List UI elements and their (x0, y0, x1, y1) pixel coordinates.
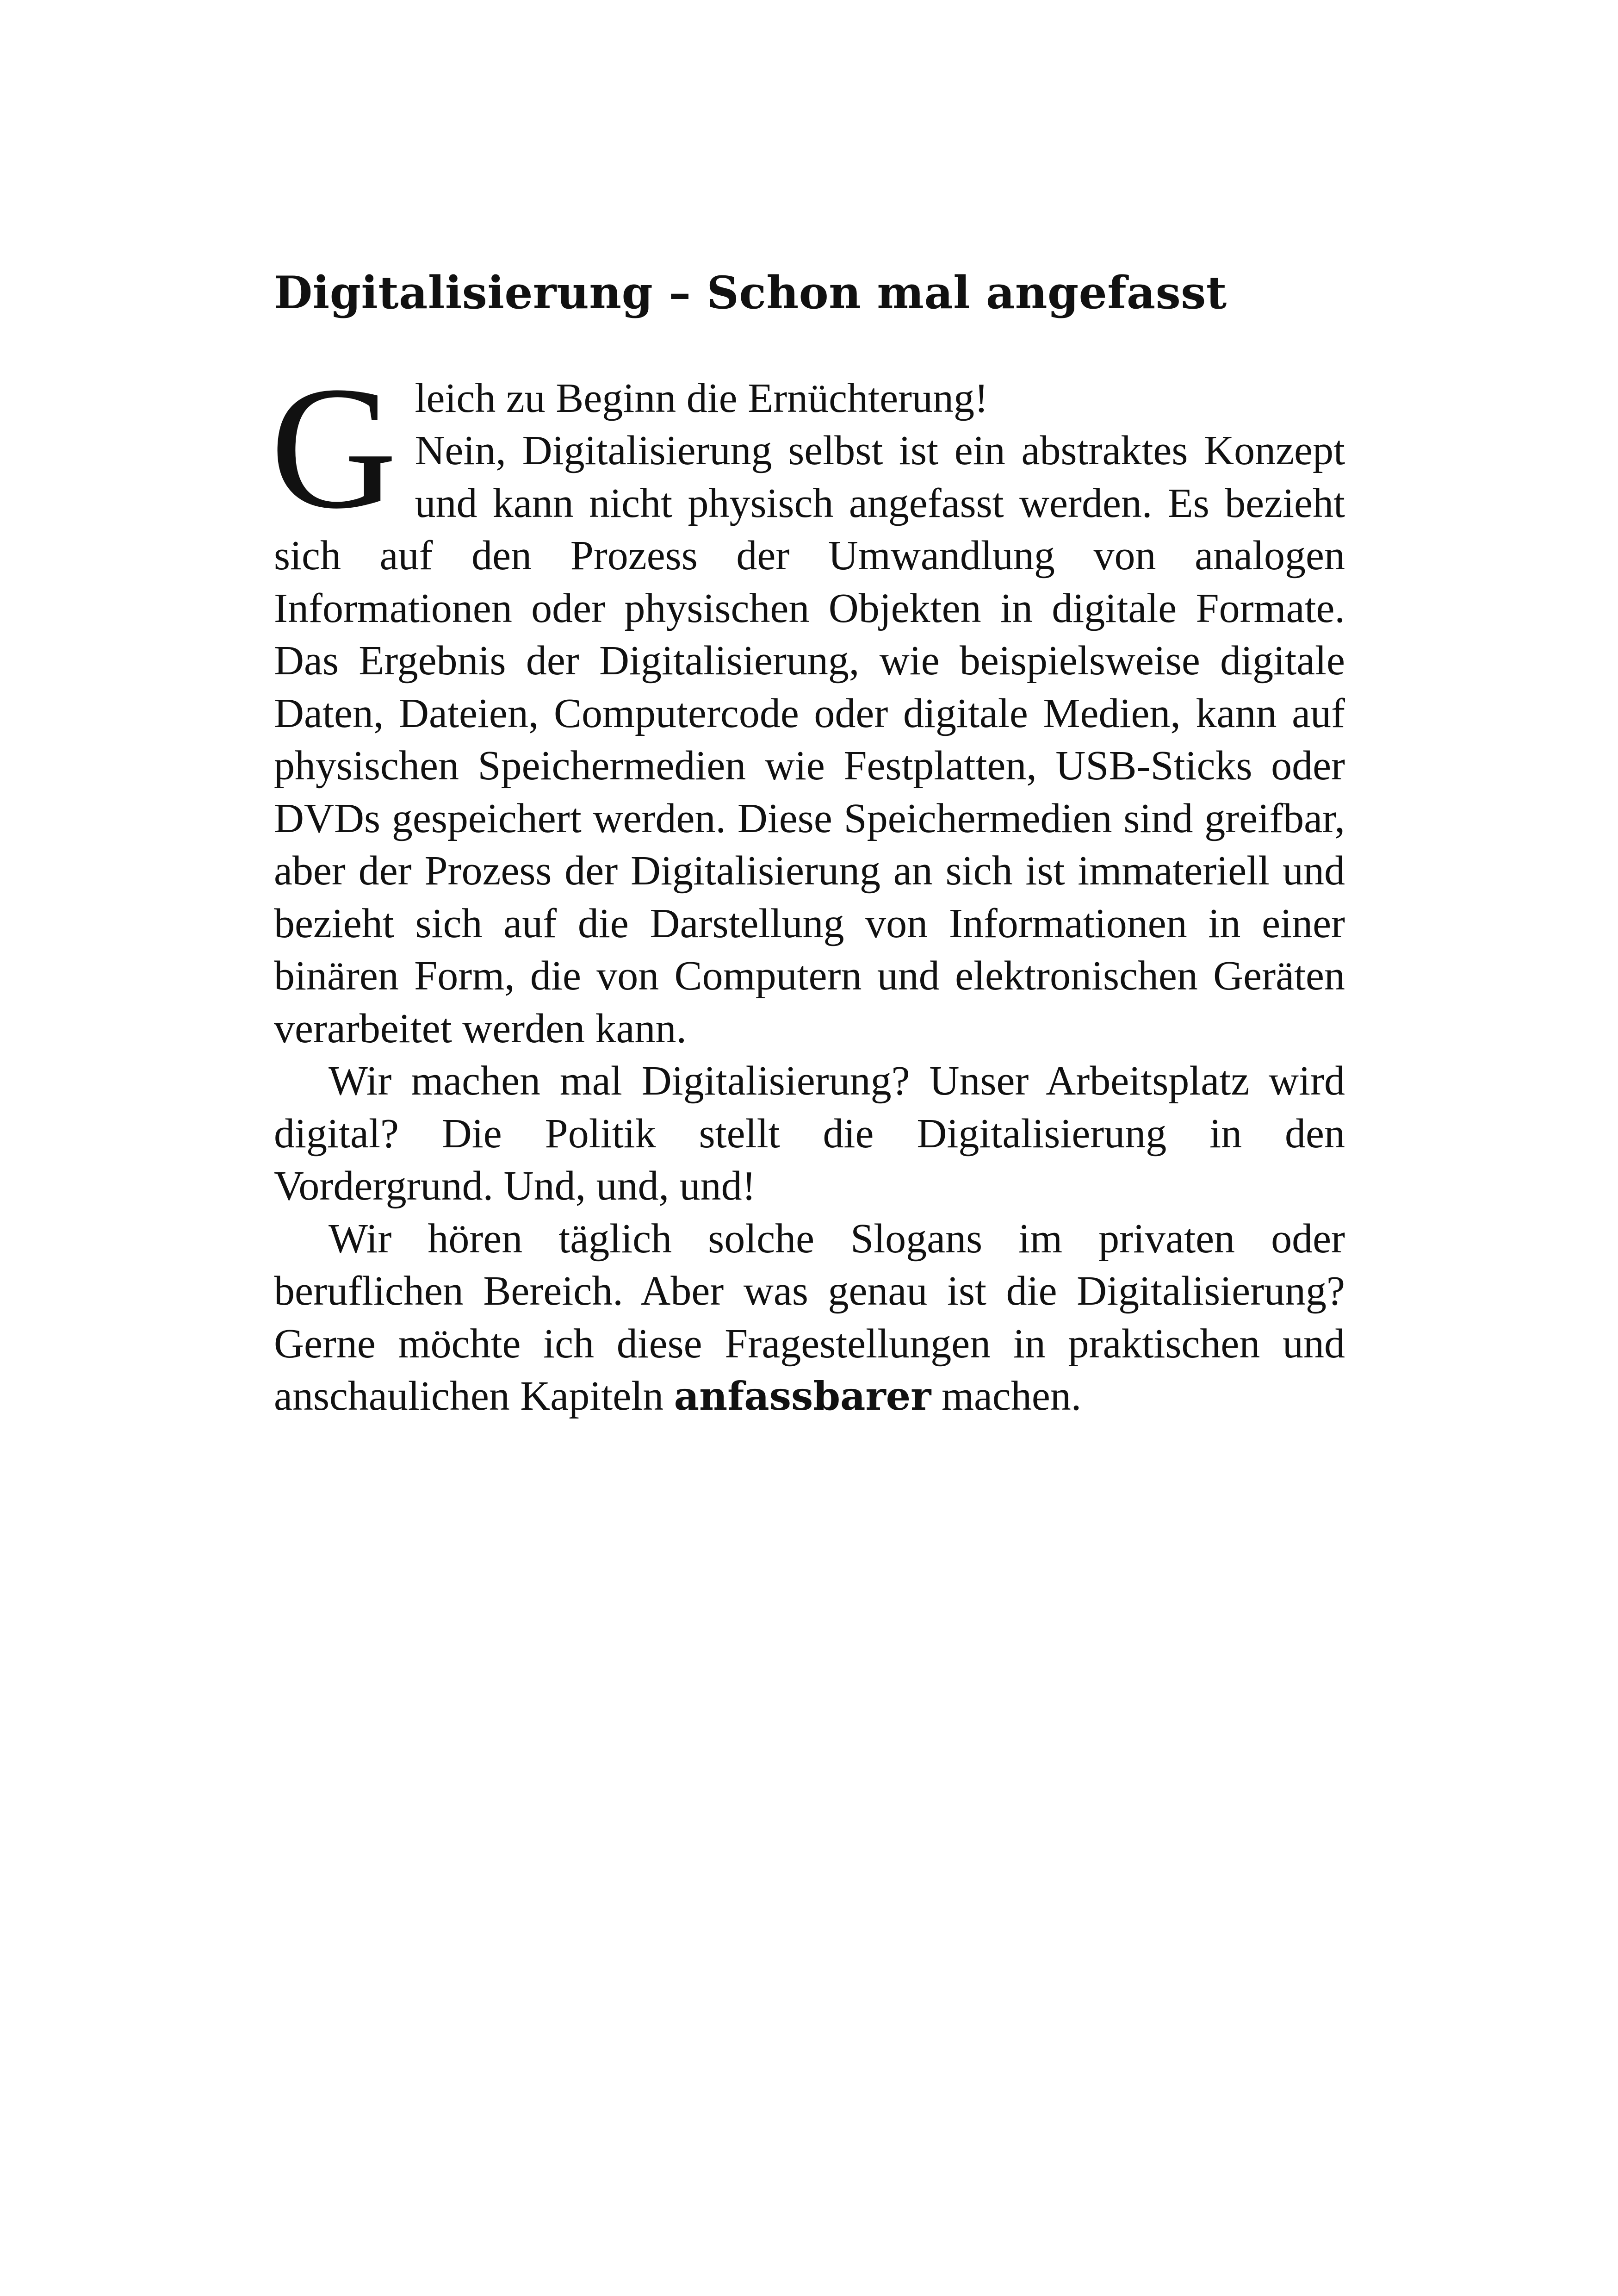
paragraph-intro (270, 350, 1345, 1055)
paragraph-closing (274, 1213, 1345, 1423)
chapter-title: Digitalisierung – Schon mal angefasst (274, 267, 1227, 319)
intro-first-line: leich zu Beginn die Ernüchterung! (415, 375, 989, 421)
drop-cap-letter: G (270, 350, 397, 545)
text-block (270, 267, 1345, 1423)
closing-text-before: Wir hören täglich solche Slogans im privaten oder beruflichen Bereich. Aber was genau ist die Digitalisierung? Gerne möchte ich diese Fragestellungen in praktischen und anschaulichen Kapiteln (274, 1215, 1345, 1419)
intro-body-text: Nein, Digitalisierung selbst ist ein abstraktes Konzept und kann nicht physisch angefasst werden. Es bezieht sich auf den Prozess der Umwandlung von analogen Informationen oder physischen Objekten in digitale Formate. Das Ergebnis der Digitalisierung, wie beispielsweise digitale Daten, Dateien, Computercode oder digitale Medien, kann auf physischen Speichermedien wie Festplatten, USB-Sticks oder DVDs gespeichert werden. Diese Speichermedien sind greifbar, aber der Prozess der Digitalisierung an sich ist immateriell und bezieht sich auf die Darstellung von Informationen in einer binären Form, die von Computern und elektronischen Geräten verarbeitet werden kann. (274, 428, 1345, 1052)
closing-text-after: machen. (931, 1373, 1082, 1419)
emphasized-word: anfassbarer (674, 1373, 931, 1419)
paragraph-slogans: Wir machen mal Digitalisierung? Unser Arbeitsplatz wird digital? Die Politik stellt die Digitalisierung in den Vordergrund. Und, und, und! (274, 1058, 1345, 1209)
